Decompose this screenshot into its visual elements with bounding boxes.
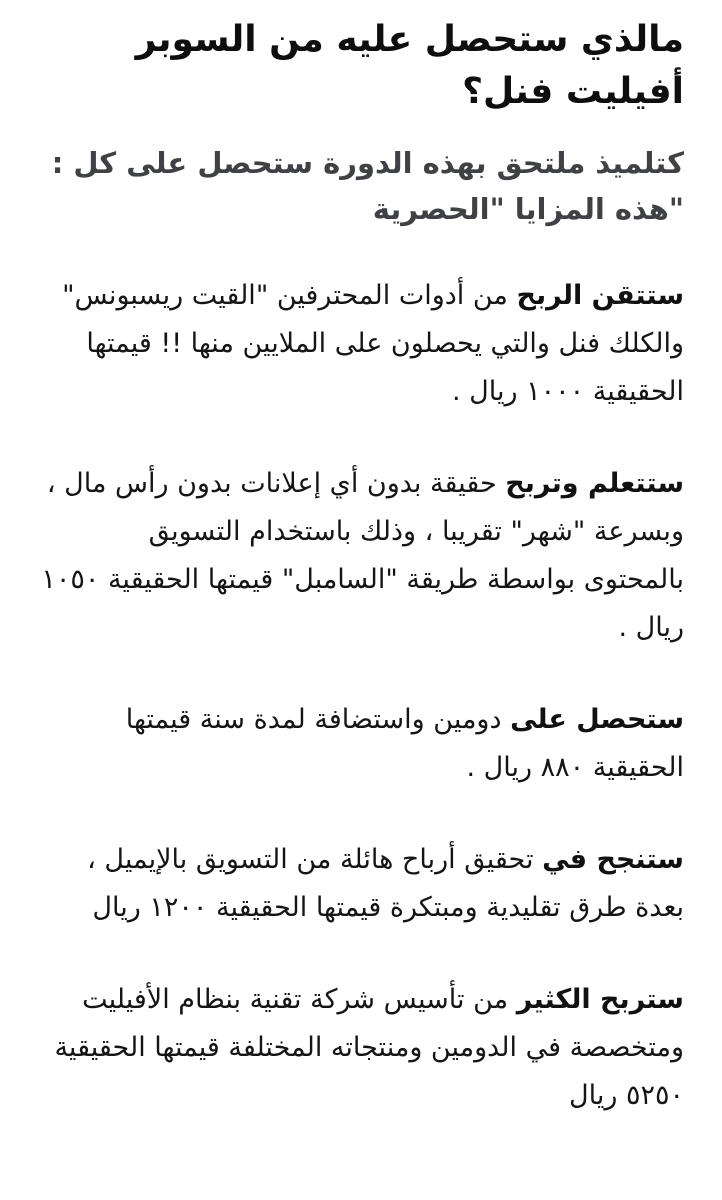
benefit-text: من تأسيس شركة تقنية بنظام الأفيليت ومتخصصة في الدومين ومنتجاته المختلفة قيمتها الحقيقية ٥٢٥٠ ريال [54, 984, 684, 1111]
benefit-item [40, 272, 684, 416]
benefit-item [40, 836, 684, 932]
benefit-lead: ستربح الكثير [516, 984, 684, 1015]
benefit-lead: ستنجح في [542, 844, 684, 875]
benefit-lead: ستتقن الربح [516, 280, 684, 311]
benefit-text: من أدوات المحترفين "القيت ريسبونس" والكلك فنل والتي يحصلون على الملايين منها !! قيمتها الحقيقية ١٠٠٠ ريال . [62, 280, 684, 407]
benefit-text: دومين واستضافة لمدة سنة قيمتها الحقيقية ٨٨٠ ريال . [125, 704, 684, 783]
benefit-item [40, 976, 684, 1120]
benefit-lead: ستتعلم وتربح [505, 468, 684, 499]
benefit-lead: ستحصل على [510, 704, 684, 735]
page-title: مالذي ستحصل عليه من السوبر أفيليت فنل؟ [135, 19, 684, 112]
benefit-text: تحقيق أرباح هائلة من التسويق بالإيميل ، بعدة طرق تقليدية ومبتكرة قيمتها الحقيقية ١٢٠٠ ريال [87, 844, 684, 923]
benefits-list [40, 272, 684, 1120]
benefit-item [40, 696, 684, 792]
benefit-item [40, 460, 684, 652]
page-subtitle: كتلميذ ملتحق بهذه الدورة ستحصل على كل : "هذه المزايا "الحصرية [51, 146, 684, 226]
benefit-text: حقيقة بدون أي إعلانات بدون رأس مال ، وبسرعة "شهر" تقريبا ، وذلك باستخدام التسويق بالمحتوى بواسطة طريقة "السامبل" قيمتها الحقيقية ١٠٥٠ ريال . [41, 468, 684, 643]
